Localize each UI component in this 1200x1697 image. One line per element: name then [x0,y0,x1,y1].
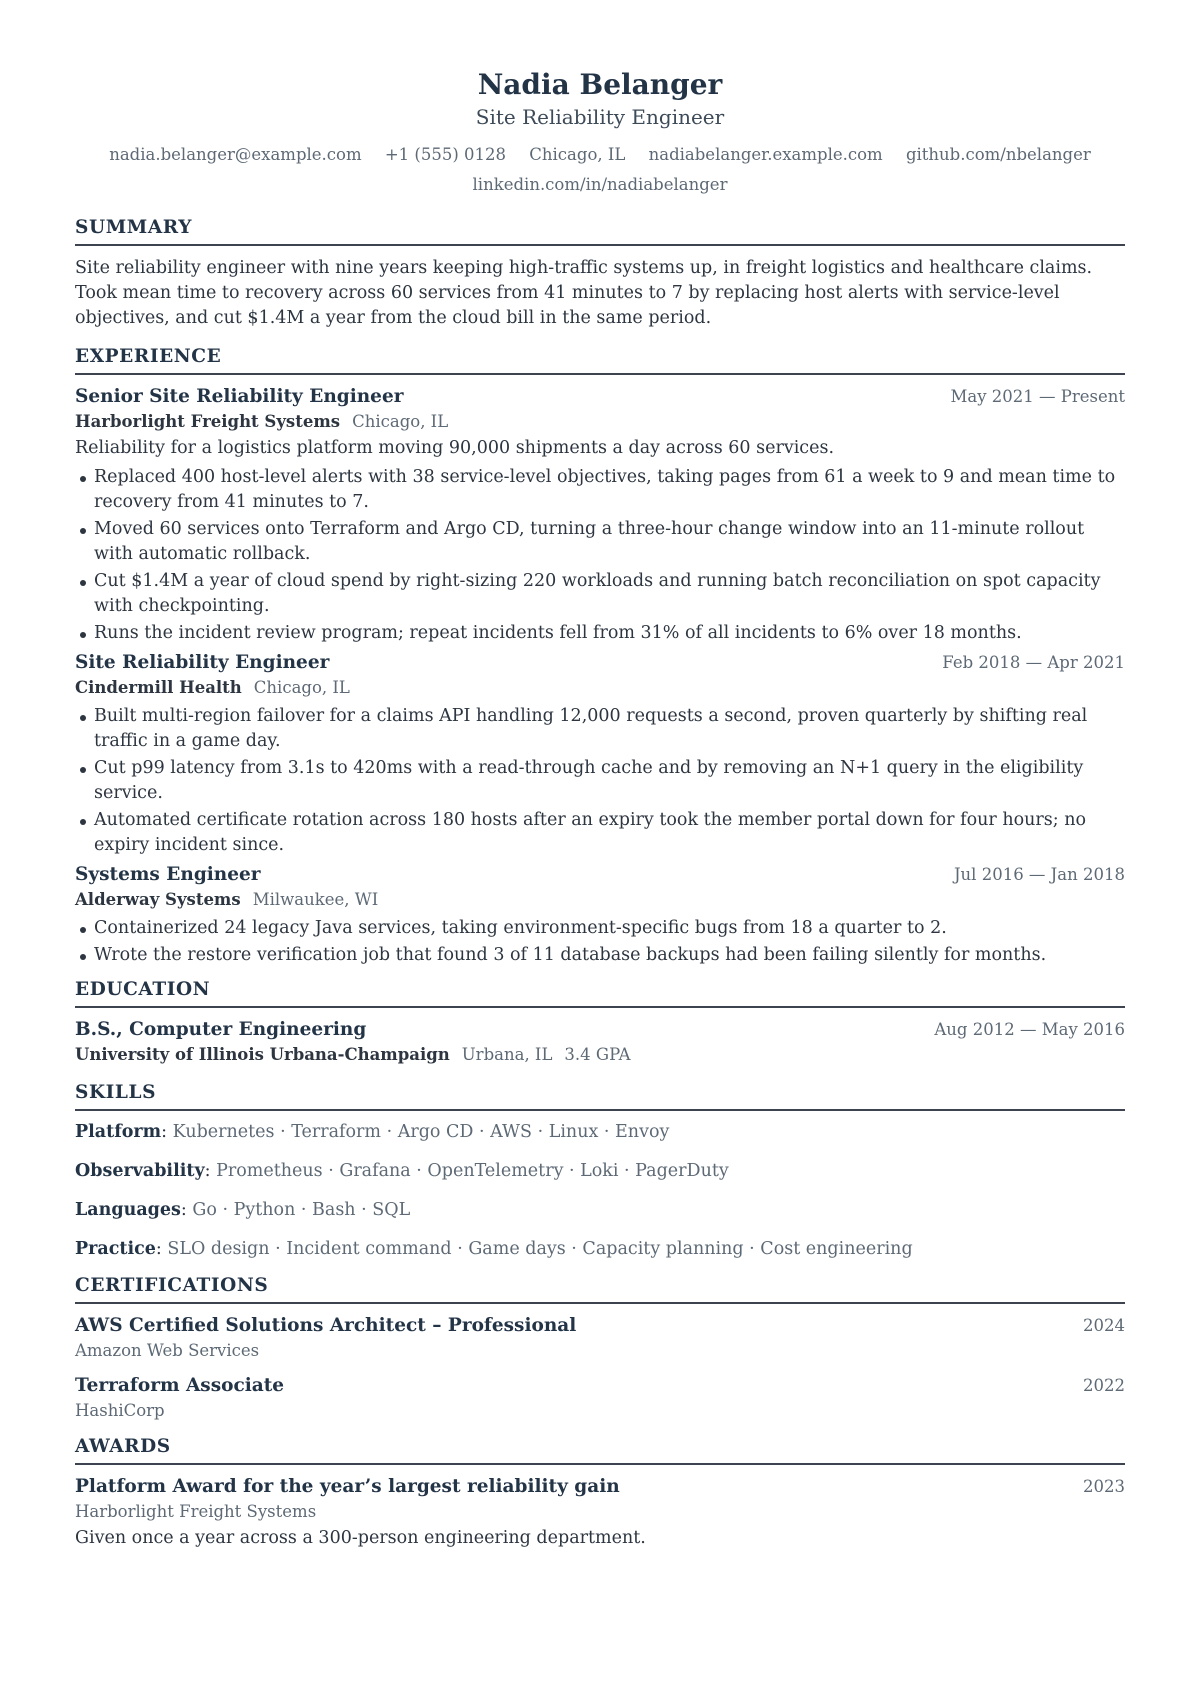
candidate-title: Site Reliability Engineer [475,105,725,129]
company-location: Milwaukee, WI [252,890,379,909]
section-heading-certifications: CERTIFICATIONS [75,1274,1125,1304]
education-dates: Aug 2012 — May 2016 [934,1020,1125,1039]
job-bullet: Automated certificate rotation across 180 hosts after an expiry took the member portal down for four hours; no expiry incident since. [75,808,1125,858]
resume-header [75,68,1125,200]
degree-title: B.S., Computer Engineering [75,1019,367,1040]
certification-issuer: HashiCorp [75,1401,165,1420]
job-bullets [75,916,1125,968]
section-heading-awards: AWARDS [75,1435,1125,1465]
certification-year: 2022 [1083,1376,1125,1395]
section-heading-education: EDUCATION [75,978,1125,1008]
company-name: Harborlight Freight Systems [75,412,341,431]
job-dates: Jul 2016 — Jan 2018 [953,865,1125,884]
job-title: Systems Engineer [75,864,261,885]
skill-row: Platform: Kubernetes · Terraform · Argo CD · AWS · Linux · Envoy [75,1122,670,1142]
job-title: Site Reliability Engineer [75,652,330,673]
company-name: Cindermill Health [75,678,242,697]
experience-entry [75,650,1125,858]
contact-phone[interactable]: +1 (555) 0128 [384,145,507,164]
skill-category: Platform [75,1122,162,1142]
job-bullet: Cut $1.4M a year of cloud spend by right-sizing 220 workloads and running batch reconciliation on spot capacity with checkpointing. [75,569,1125,619]
contact-github[interactable]: github.com/nbelanger [905,145,1091,164]
job-bullet: Containerized 24 legacy Java services, taking environment-specific bugs from 18 a quarter to 2. [75,916,1125,941]
contact-email[interactable]: nadia.belanger@example.com [109,145,362,164]
education-section [75,978,1125,1067]
award-name: Platform Award for the year’s largest reliability gain [75,1476,620,1497]
award-description: Given once a year across a 300-person engineering department. [75,1528,646,1548]
company-location: Chicago, IL [253,678,350,697]
summary-section [75,216,1125,331]
contact-website[interactable]: nadiabelanger.example.com [648,145,883,164]
job-dates: Feb 2018 — Apr 2021 [942,653,1125,672]
gpa: 3.4 GPA [564,1045,631,1064]
school-name: University of Illinois Urbana-Champaign [75,1045,450,1064]
skill-values: Go · Python · Bash · SQL [192,1200,411,1220]
summary-text: Site reliability engineer with nine years keeping high-traffic systems up, in freight logistics and healthcare claims. Took mean time to recovery across 60 services from 41 minutes to 7 by replacing host alerts with service-level objectives, and cut $1.4M a year from the cloud bill in the same period. [75,258,1093,328]
certifications-section [75,1274,1125,1423]
company-name: Alderway Systems [75,890,241,909]
section-heading-experience: EXPERIENCE [75,345,1125,375]
skills-section [75,1081,1125,1262]
skill-row: Languages: Go · Python · Bash · SQL [75,1200,411,1220]
skill-category: Languages [75,1200,181,1220]
award-year: 2023 [1083,1477,1125,1496]
skill-row: Observability: Prometheus · Grafana · OpenTelemetry · Loki · PagerDuty [75,1161,729,1181]
job-title: Senior Site Reliability Engineer [75,386,404,407]
skill-values: Prometheus · Grafana · OpenTelemetry · Loki · PagerDuty [216,1161,729,1181]
awards-section [75,1435,1125,1551]
school-location: Urbana, IL [461,1045,553,1064]
section-heading-summary: SUMMARY [75,216,1125,246]
certification-entry [75,1373,1125,1423]
job-bullet: Cut p99 latency from 3.1s to 420ms with a read-through cache and by removing an N+1 query in the eligibility service. [75,756,1125,806]
candidate-name: Nadia Belanger [477,68,723,101]
certification-entry [75,1313,1125,1363]
section-heading-skills: SKILLS [75,1081,1125,1111]
education-entry [75,1017,1125,1067]
experience-section [75,345,1125,968]
job-bullet: Replaced 400 host-level alerts with 38 service-level objectives, taking pages from 61 a week to 9 and mean time to recovery from 41 minutes to 7. [75,465,1125,515]
skill-values: Kubernetes · Terraform · Argo CD · AWS · Linux · Envoy [172,1122,670,1142]
job-description: Reliability for a logistics platform moving 90,000 shipments a day across 60 services. [75,438,835,458]
job-bullets [75,465,1125,646]
award-entry [75,1474,1125,1551]
contact-line [75,140,1125,200]
certification-name: AWS Certified Solutions Architect – Professional [75,1315,577,1336]
skill-values: SLO design · Incident command · Game days · Capacity planning · Cost engineering [167,1239,913,1259]
certification-name: Terraform Associate [75,1375,285,1396]
contact-location: Chicago, IL [529,145,626,164]
job-bullet: Built multi-region failover for a claims API handling 12,000 requests a second, proven quarterly by shifting real traffic in a game day. [75,704,1125,754]
certification-issuer: Amazon Web Services [75,1341,260,1360]
company-location: Chicago, IL [352,412,449,431]
skill-category: Practice [75,1239,156,1259]
job-dates: May 2021 — Present [950,387,1125,406]
skill-category: Observability [75,1161,205,1181]
certification-year: 2024 [1083,1316,1125,1335]
award-org: Harborlight Freight Systems [75,1502,317,1521]
contact-linkedin[interactable]: linkedin.com/in/nadiabelanger [472,175,728,194]
experience-entry [75,862,1125,968]
job-bullet: Moved 60 services onto Terraform and Argo CD, turning a three-hour change window into an 11-minute rollout with automatic rollback. [75,517,1125,567]
job-bullet: Wrote the restore verification job that found 3 of 11 database backups had been failing silently for months. [75,943,1125,968]
job-bullet: Runs the incident review program; repeat incidents fell from 31% of all incidents to 6% over 18 months. [75,621,1125,646]
skill-row: Practice: SLO design · Incident command · Game days · Capacity planning · Cost engineering [75,1239,913,1259]
experience-entry [75,384,1125,646]
job-bullets [75,704,1125,858]
